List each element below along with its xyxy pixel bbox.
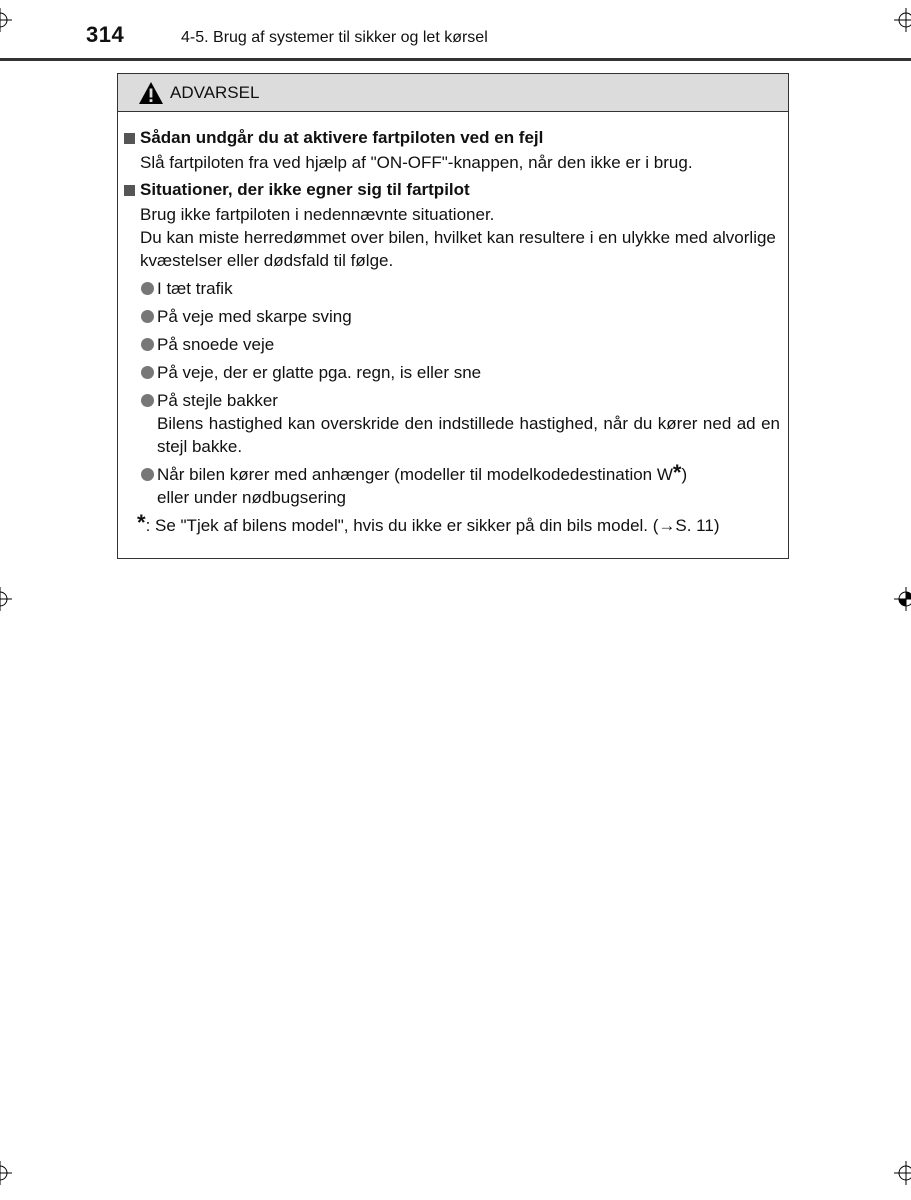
section-heading: [124, 126, 788, 149]
paragraph: Brug ikke fartpiloten i nedennævnte situationer.: [140, 205, 495, 224]
list-item-text: [157, 389, 780, 458]
footnote: [124, 510, 788, 537]
list-item: [124, 361, 788, 384]
registration-mark-icon: [0, 587, 12, 611]
list-item-detail: eller under nødbugsering: [157, 488, 347, 507]
header-rule: [0, 58, 911, 61]
list-item-text: [157, 460, 780, 509]
registration-mark-icon: [894, 1161, 911, 1185]
registration-mark-icon: [0, 1161, 12, 1185]
circle-bullet-icon: [141, 338, 154, 351]
list-item-text: På veje, der er glatte pga. regn, is eller sne: [157, 363, 482, 382]
list-item: [124, 460, 788, 509]
circle-bullet-icon: [141, 468, 154, 481]
list-item: [124, 333, 788, 356]
circle-bullet-icon: [141, 282, 154, 295]
warning-header: [118, 74, 788, 112]
section-heading-text: Situationer, der ikke egner sig til fartpilot: [140, 180, 470, 199]
warning-label: ADVARSEL: [170, 82, 260, 102]
square-bullet-icon: [124, 133, 135, 144]
list-item: [124, 305, 788, 328]
warning-content: [118, 112, 788, 537]
registration-mark-icon: [894, 587, 911, 611]
registration-mark-icon: [0, 8, 12, 32]
bullet-list: [124, 277, 788, 509]
section-heading-text: Sådan undgår du at aktivere fartpiloten ved en fejl: [140, 128, 544, 147]
list-item-suffix: ): [681, 465, 688, 484]
warning-box: [117, 73, 789, 559]
paragraph: Du kan miste herredømmet over bilen, hvilket kan resultere i en ulykke med alvorlige kvæstelser eller dødsfald til følge.: [140, 228, 776, 270]
footnote-marker: *: [672, 460, 682, 485]
circle-bullet-icon: [141, 394, 154, 407]
footnote-text: : Se "Tjek af bilens model", hvis du ikke er sikker på din bils model. (→S. 11): [145, 516, 720, 535]
list-item-text: I tæt trafik: [157, 279, 233, 298]
circle-bullet-icon: [141, 366, 154, 379]
list-item-title: På stejle bakker: [157, 391, 278, 410]
list-item-detail: Bilens hastighed kan overskride den indstillede hastighed, når du kører ned ad en stejl bakke.: [157, 414, 780, 456]
list-item: [124, 277, 788, 300]
list-item-title: Når bilen kører med anhænger (modeller til modelkodedestination W: [157, 465, 673, 484]
page-number: 314: [86, 22, 125, 47]
section-title: 4-5. Brug af systemer til sikker og let kørsel: [181, 29, 488, 46]
warning-triangle-icon: [138, 81, 164, 105]
list-item-text: På veje med skarpe sving: [157, 307, 352, 326]
registration-mark-icon: [894, 8, 911, 32]
section-heading: [124, 178, 788, 201]
square-bullet-icon: [124, 185, 135, 196]
list-item: [124, 389, 788, 458]
circle-bullet-icon: [141, 310, 154, 323]
list-item-text: På snoede veje: [157, 335, 275, 354]
footnote-marker: *: [137, 510, 146, 535]
paragraph: Slå fartpiloten fra ved hjælp af "ON-OFF"-knappen, når den ikke er i brug.: [140, 153, 693, 172]
